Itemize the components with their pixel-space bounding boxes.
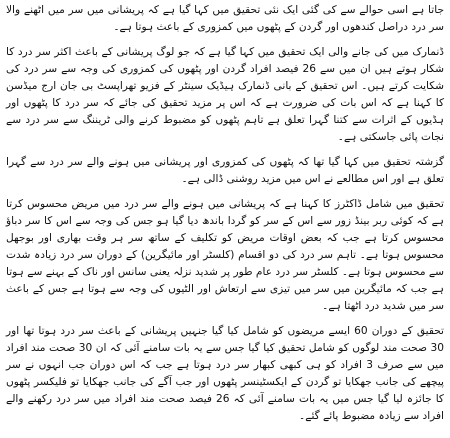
article-paragraph-3: گزشتہ تحقیق میں کہا گیا تھا کہ پٹھوں کی کمزوری اور پریشانی میں ہونے والے سر درد سے گہرا تعلق ہے اور اس مطالعے نے اس میں مزید روشنی ڈالی ہے۔ bbox=[6, 156, 444, 185]
article-paragraph-2: ڈنمارک میں کی جانے والی ایک تحقیق میں کہا گیا ہے کہ جو لوگ پریشانی کے باعث اکثر سر درد کا شکار ہوتے ہیں ان میں سے 26 فیصد افراد گردن اور پٹھوں کی کمزوری کی وجہ سے سر درد کی شکایت کرتے ہیں۔ اس تحقیق کے بانی ڈنمارک ہیڈیک سینٹر کے فزیو تھراپسٹ بی جان ارج میڈسن کا کہنا ہے کہ اس بات کی ضرورت ہے کہ اس پر مزید تحقیق کی جائے کہ سر درد کا پٹھوں اور ہڈیوں کے اثرات سے کتنا گہرا تعلق ہے تاہم پٹھوں کو مضبوط کرنے والی ٹریننگ سے سر درد سے نجات پائی جاسکتی ہے۔ bbox=[6, 46, 444, 143]
article-paragraph-4: تحقیق میں شامل ڈاکٹرز کا کہنا ہے کہ پریشانی میں ہونے والے سر درد میں مریض محسوس کرتا ہے کہ کوئی ربر بینڈ زور سے اس کے سر کو گردا باندھ دیا گیا ہو جس کی وجہ سے اس کا سر دباؤ محسوس کرتا ہے جب کہ بعض اوقات مریض کو تکلیف کے ساتھ سر ہر وقت بھاری اور بوجھل محسوس ہوتا ہے۔ تاہم سر درد کی دو اقسام (کلسٹر اور مائیگرین) کے دوران سر درد زیادہ شدت سے محسوس ہوتا ہے۔ کلسٹر سر درد عام طور پر شدید نزلہ یعنی سانس اور ناک کے بہنے سے ہوتا ہے جب کہ مائیگرین میں سر میں تیزی سے ارتعاش اور الٹیوں کی وجہ سے ہوتا ہے جس کے باعث سر میں شدید درد اٹھتا ہے۔ bbox=[6, 198, 444, 312]
article-paragraph-1: جاتا ہے اسی حوالے سے کی گئی ایک نئی تحقیق میں کہا گیا ہے کہ پریشانی میں سر میں اٹھنے والا سر درد دراصل کندھوں اور گردن کے پٹھوں میں کمزوری کے باعث ہوتا ہے۔ bbox=[6, 4, 444, 33]
article-paragraph-5: تحقیق کے دوران 60 ایسے مریضوں کو شامل کیا گیا جنہیں پریشانی کے باعث سر درد ہوتا تھا اور 30 صحت مند لوگوں کو شامل تحقیق کیا گیا جس سے یہ بات سامنے آئی کہ ان 30 صحت مند افراد میں سے صرف 3 افراد کو ہی کبھی کبھار سر درد ہوتا ہے جب کہ اس دوران جب انہوں نے سر پیچھے کی جانب جھکایا تو گردن کے ایکسٹینسر پٹھوں اور جب آگے کی جانب جھکایا تو فلیکسر پٹھوں کا جائزہ لیا گیا جس میں یہ بات سامنے آئی کہ 26 فیصد صحت مند افراد میں سر درد رکھنے والے افراد سے زیادہ مضبوط پائے گئے۔ bbox=[6, 325, 445, 422]
